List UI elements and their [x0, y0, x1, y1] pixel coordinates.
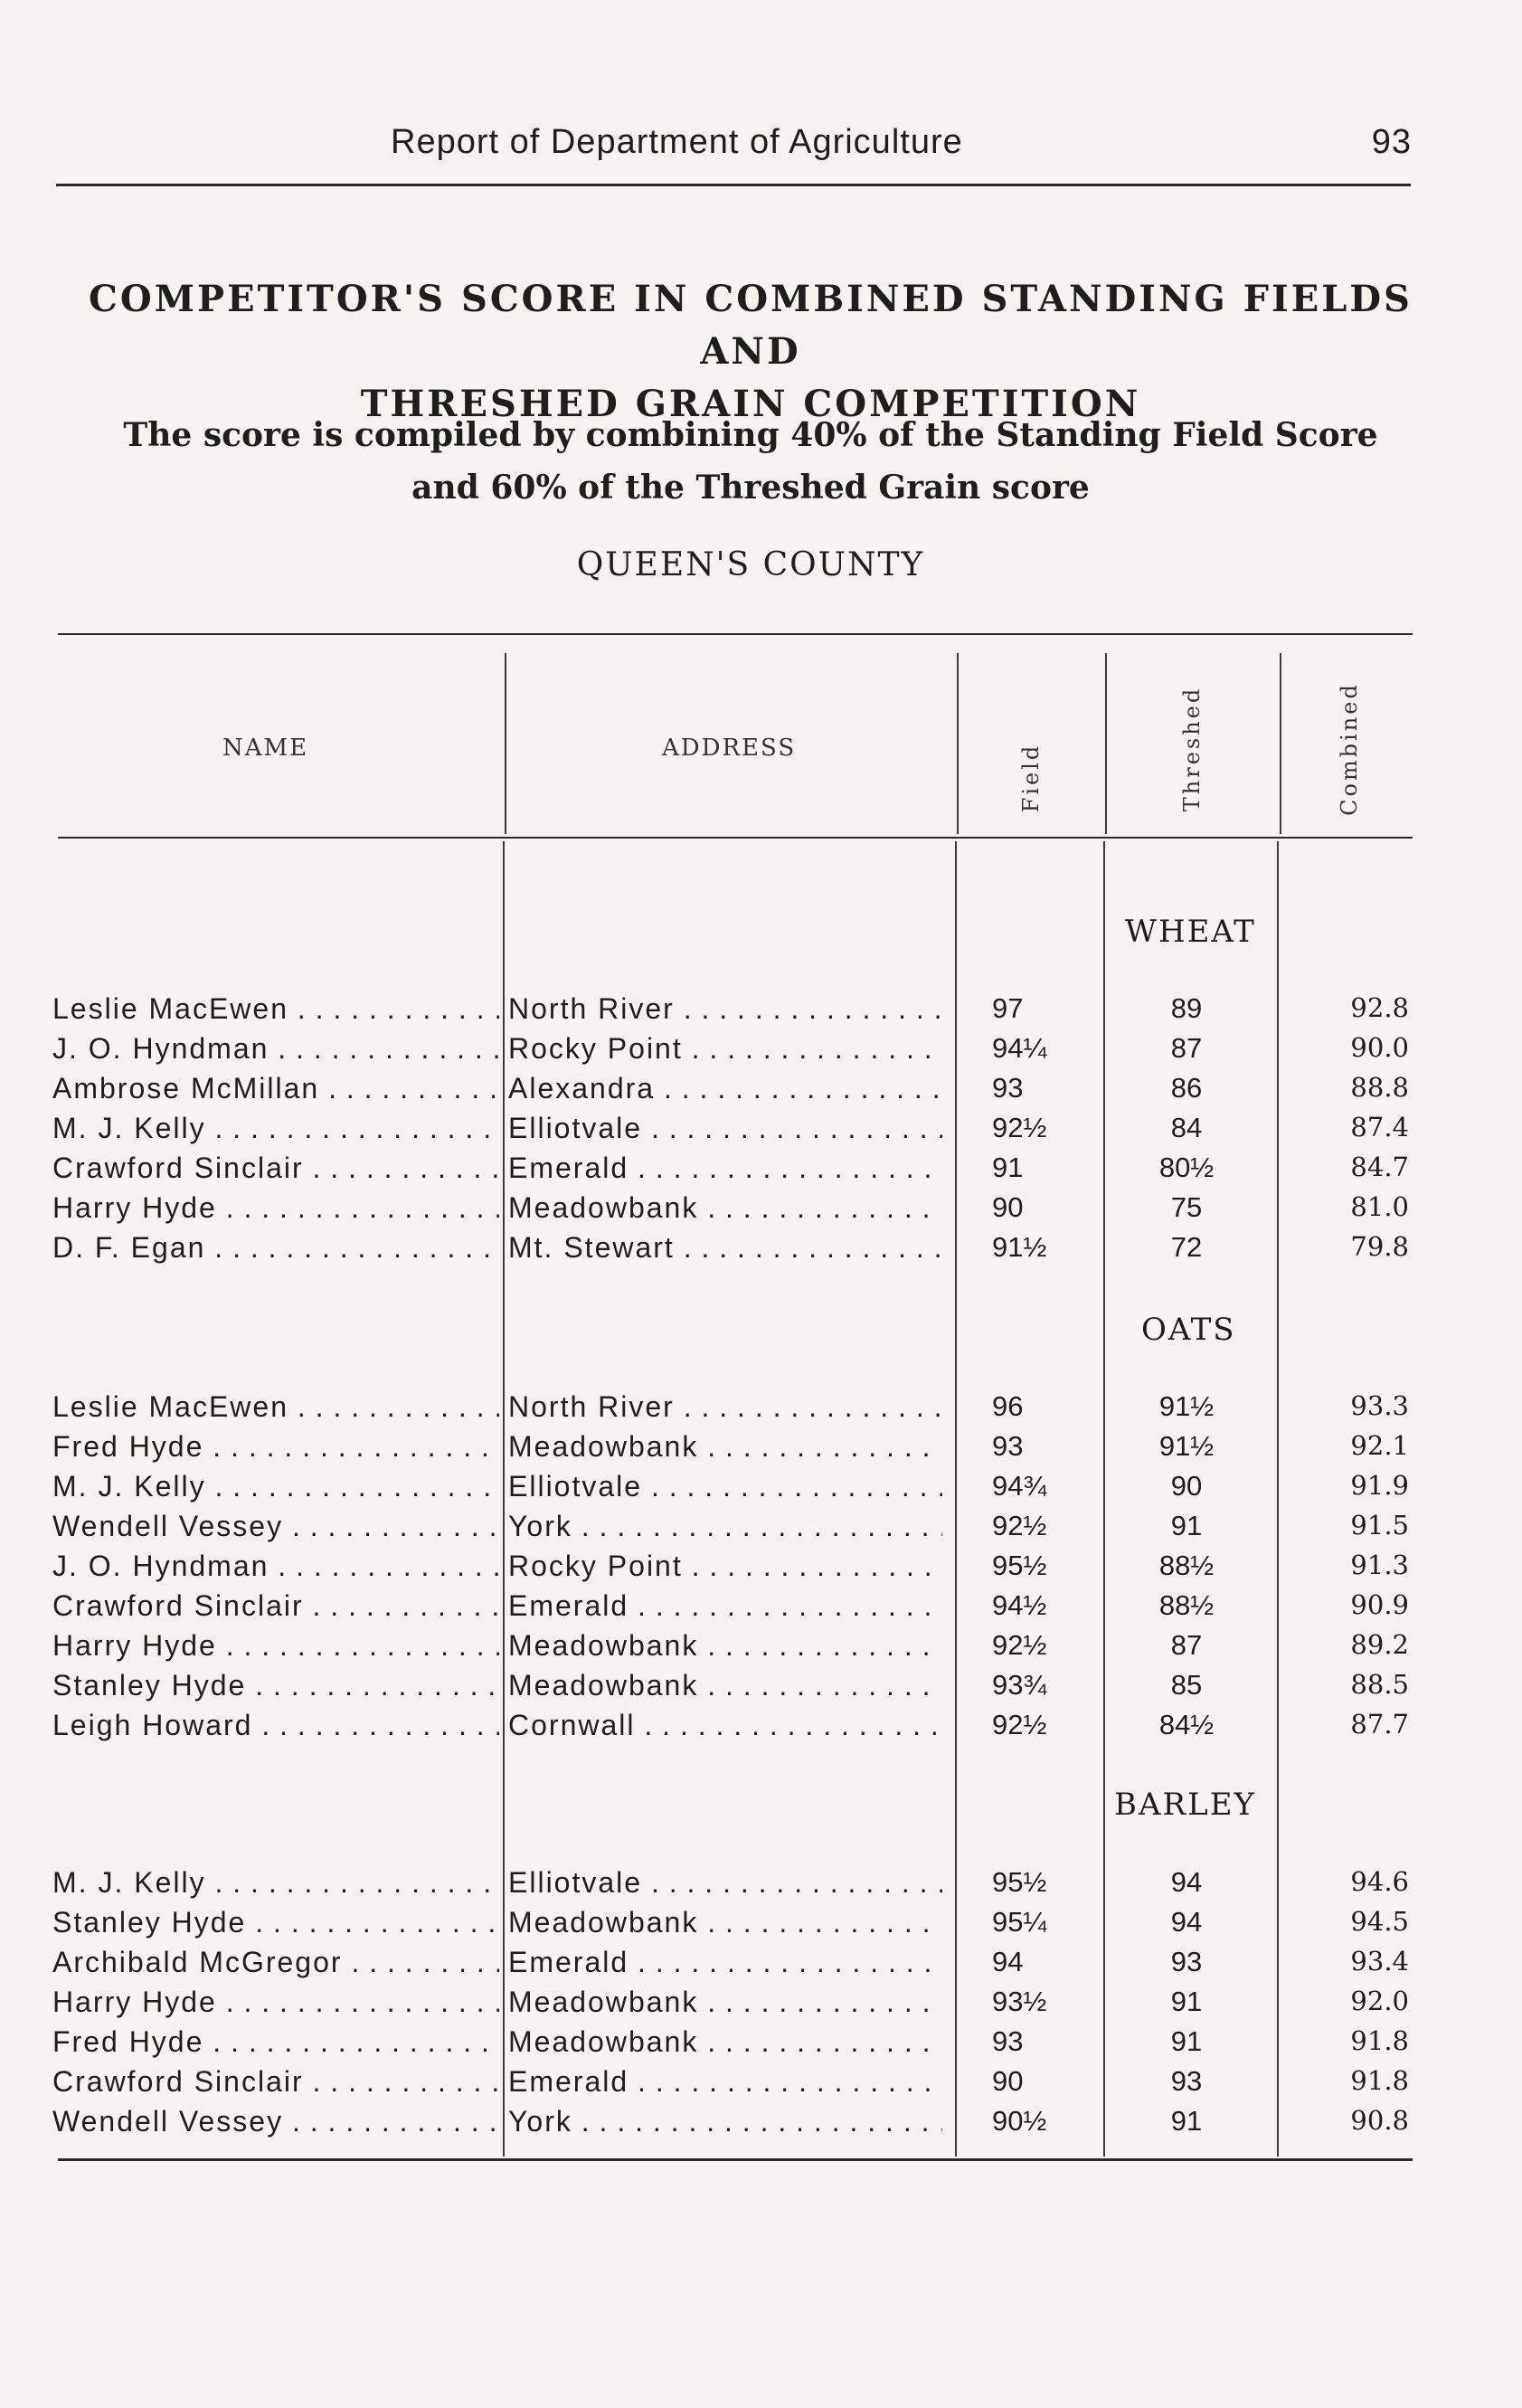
section-label-wheat: WHEAT — [1125, 914, 1256, 950]
competitor-address: Emerald . . . — [508, 2065, 942, 2099]
page-number: 93 — [1371, 123, 1412, 161]
combined-score: 94.6 — [1350, 1866, 1409, 1897]
column-header-combined: Combined — [1337, 682, 1362, 816]
column-divider — [505, 653, 506, 834]
combined-score: 79.8 — [1350, 1231, 1409, 1262]
field-score: 94½ — [992, 1589, 1047, 1621]
competitor-address: Meadowbank . . . — [508, 1629, 942, 1663]
competitor-name: Stanley Hyde . . . — [52, 1906, 499, 1939]
threshed-score: 91½ — [1158, 1390, 1215, 1422]
competitor-name: Fred Hyde . . . — [52, 1430, 499, 1464]
headline-line-1: COMPETITOR'S SCORE IN COMBINED STANDING FIELDS AND — [89, 278, 1413, 373]
competitor-address: Meadowbank . . . — [508, 1430, 942, 1464]
subheading — [72, 409, 1429, 514]
table-row — [0, 1550, 1522, 1589]
combined-score: 94.5 — [1350, 1906, 1409, 1937]
field-score: 94¾ — [992, 1470, 1047, 1502]
threshed-score: 91 — [1170, 2105, 1203, 2137]
competitor-address: Meadowbank . . . — [508, 1906, 942, 1939]
competitor-name: Leigh Howard . . . — [52, 1709, 499, 1742]
subheading-line-1: The score is compiled by combining 40% of the Standing Field Score — [123, 416, 1378, 454]
combined-score: 93.3 — [1350, 1390, 1409, 1421]
column-header-name: NAME — [222, 735, 309, 762]
column-divider — [1280, 653, 1281, 834]
competitor-address: Emerald . . . — [508, 1589, 942, 1623]
competitor-name: Ambrose McMillan . . . — [52, 1072, 499, 1105]
field-score: 95¼ — [992, 1906, 1047, 1938]
table-row — [0, 1669, 1522, 1709]
column-header-field: Field — [1018, 743, 1044, 813]
field-score: 96 — [992, 1390, 1024, 1422]
competitor-name: Crawford Sinclair . . . — [52, 1589, 499, 1623]
field-score: 93 — [992, 1430, 1024, 1462]
table-row — [0, 1709, 1522, 1749]
competitor-name: M. J. Kelly . . . — [52, 1112, 499, 1145]
competitor-address: Emerald . . . — [508, 1152, 942, 1185]
competitor-name: Fred Hyde . . . — [52, 2025, 499, 2059]
field-score: 93 — [992, 1072, 1024, 1104]
competitor-name: Leslie MacEwen . . . — [52, 992, 499, 1026]
table-row — [0, 1430, 1522, 1470]
threshed-score: 88½ — [1158, 1589, 1215, 1621]
table-row — [0, 1112, 1522, 1152]
table-row — [0, 992, 1522, 1032]
competitor-address: Meadowbank . . . — [508, 1986, 942, 2019]
field-score: 93½ — [992, 1986, 1047, 2017]
threshed-score: 87 — [1170, 1032, 1203, 1064]
competitor-address: Meadowbank . . . — [508, 2025, 942, 2059]
competitor-address: Mt. Stewart . . . — [508, 1231, 942, 1265]
threshed-score: 84½ — [1158, 1709, 1215, 1740]
combined-score: 88.5 — [1350, 1669, 1409, 1700]
competitor-name: J. O. Hyndman . . . — [52, 1032, 499, 1066]
field-score: 94 — [992, 1946, 1024, 1977]
combined-score: 81.0 — [1350, 1191, 1409, 1222]
table-row — [0, 1906, 1522, 1946]
competitor-address: Rocky Point . . . — [508, 1032, 942, 1066]
table-top-rule — [58, 633, 1413, 635]
threshed-score: 85 — [1170, 1669, 1203, 1701]
threshed-score: 91 — [1170, 1986, 1203, 2017]
competitor-address: Meadowbank . . . — [508, 1191, 942, 1225]
running-header — [54, 123, 1412, 168]
competitor-name: Stanley Hyde . . . — [52, 1669, 499, 1702]
competitor-name: Harry Hyde . . . — [52, 1986, 499, 2019]
combined-score: 84.7 — [1350, 1152, 1409, 1182]
combined-score: 90.0 — [1350, 1032, 1409, 1063]
table-row — [0, 1470, 1522, 1510]
threshed-score: 93 — [1170, 1946, 1203, 1977]
combined-score: 89.2 — [1350, 1629, 1409, 1660]
competitor-address: Elliotvale . . . — [508, 1112, 942, 1145]
competitor-name: Harry Hyde . . . — [52, 1629, 499, 1663]
threshed-score: 89 — [1170, 992, 1203, 1024]
competitor-address: York . . . — [508, 2105, 942, 2138]
table-row — [0, 1866, 1522, 1906]
competitor-name: Wendell Vessey . . . — [52, 2105, 499, 2138]
table-row — [0, 1510, 1522, 1550]
field-score: 90½ — [992, 2105, 1047, 2137]
subheading-line-2: and 60% of the Threshed Grain score — [411, 469, 1090, 507]
table-row — [0, 1390, 1522, 1430]
column-divider — [957, 653, 959, 834]
competitor-address: Rocky Point . . . — [508, 1550, 942, 1583]
field-score: 95½ — [992, 1550, 1047, 1581]
field-score: 92½ — [992, 1629, 1047, 1661]
competitor-address: York . . . — [508, 1510, 942, 1543]
headline — [72, 273, 1429, 431]
combined-score: 91.9 — [1350, 1470, 1409, 1501]
competitor-address: Elliotvale . . . — [508, 1866, 942, 1900]
threshed-score: 93 — [1170, 2065, 1203, 2097]
table-bottom-rule — [58, 2158, 1413, 2161]
field-score: 92½ — [992, 1510, 1047, 1541]
field-score: 95½ — [992, 1866, 1047, 1898]
threshed-score: 87 — [1170, 1629, 1203, 1661]
competitor-name: Crawford Sinclair . . . — [52, 2065, 499, 2099]
competitor-name: Harry Hyde . . . — [52, 1191, 499, 1225]
competitor-address: North River . . . — [508, 1390, 942, 1424]
field-score: 91½ — [992, 1231, 1047, 1263]
competitor-address: Elliotvale . . . — [508, 1470, 942, 1503]
competitor-name: J. O. Hyndman . . . — [52, 1550, 499, 1583]
competitor-name: M. J. Kelly . . . — [52, 1470, 499, 1503]
running-title: Report of Department of Agriculture — [391, 123, 963, 161]
threshed-score: 91½ — [1158, 1430, 1215, 1462]
column-divider — [1105, 653, 1107, 834]
table-row — [0, 1986, 1522, 2025]
combined-score: 92.1 — [1350, 1430, 1409, 1461]
competitor-address: Meadowbank . . . — [508, 1669, 942, 1702]
combined-score: 91.8 — [1350, 2025, 1409, 2056]
table-row — [0, 2105, 1522, 2145]
field-score: 90 — [992, 2065, 1024, 2097]
competitor-name: D. F. Egan . . . — [52, 1231, 499, 1265]
threshed-score: 84 — [1170, 1112, 1203, 1143]
combined-score: 92.0 — [1350, 1986, 1409, 2016]
threshed-score: 88½ — [1158, 1550, 1215, 1581]
competitor-name: Crawford Sinclair . . . — [52, 1152, 499, 1185]
combined-score: 93.4 — [1350, 1946, 1409, 1977]
threshed-score: 72 — [1170, 1231, 1203, 1263]
competitor-name: Wendell Vessey . . . — [52, 1510, 499, 1543]
combined-score: 90.8 — [1350, 2105, 1409, 2136]
combined-score: 90.9 — [1350, 1589, 1409, 1620]
table-row — [0, 1152, 1522, 1191]
column-header-threshed: Threshed — [1179, 686, 1205, 812]
field-score: 93¾ — [992, 1669, 1047, 1701]
header-rule — [56, 184, 1411, 186]
table-row — [0, 1231, 1522, 1271]
threshed-score: 75 — [1170, 1191, 1203, 1223]
threshed-score: 91 — [1170, 2025, 1203, 2057]
combined-score: 87.7 — [1350, 1709, 1409, 1740]
column-header-address: ADDRESS — [662, 735, 797, 762]
table-row — [0, 1032, 1522, 1072]
competitor-address: North River . . . — [508, 992, 942, 1026]
table-row — [0, 1589, 1522, 1629]
threshed-score: 86 — [1170, 1072, 1203, 1104]
combined-score: 88.8 — [1350, 1072, 1409, 1103]
field-score: 92½ — [992, 1112, 1047, 1143]
competitor-address: Alexandra . . . — [508, 1072, 942, 1105]
threshed-score: 94 — [1170, 1866, 1203, 1898]
combined-score: 91.3 — [1350, 1550, 1409, 1580]
threshed-score: 80½ — [1158, 1152, 1215, 1183]
table-row — [0, 1072, 1522, 1112]
field-score: 91 — [992, 1152, 1024, 1183]
competitor-address: Emerald . . . — [508, 1946, 942, 1979]
threshed-score: 94 — [1170, 1906, 1203, 1938]
combined-score: 91.8 — [1350, 2065, 1409, 2096]
table-row — [0, 1191, 1522, 1231]
competitor-address: Cornwall . . . — [508, 1709, 942, 1742]
section-label-oats: OATS — [1141, 1312, 1236, 1348]
table-row — [0, 2065, 1522, 2105]
threshed-score: 90 — [1170, 1470, 1203, 1502]
table-row — [0, 2025, 1522, 2065]
competitor-name: Archibald McGregor . . . — [52, 1946, 499, 1979]
combined-score: 91.5 — [1350, 1510, 1409, 1541]
field-score: 97 — [992, 992, 1024, 1024]
table-row — [0, 1629, 1522, 1669]
field-score: 90 — [992, 1191, 1024, 1223]
field-score: 94¼ — [992, 1032, 1047, 1064]
county-title: QUEEN'S COUNTY — [576, 546, 925, 583]
section-label-barley: BARLEY — [1114, 1787, 1256, 1823]
competitor-name: M. J. Kelly . . . — [52, 1866, 499, 1900]
threshed-score: 91 — [1170, 1510, 1203, 1541]
field-score: 92½ — [992, 1709, 1047, 1740]
headline-line-2: THRESHED GRAIN COMPETITION — [360, 383, 1141, 425]
combined-score: 92.8 — [1350, 992, 1409, 1023]
competitor-name: Leslie MacEwen . . . — [52, 1390, 499, 1424]
table-header-rule — [58, 837, 1413, 839]
table-row — [0, 1946, 1522, 1986]
field-score: 93 — [992, 2025, 1024, 2057]
combined-score: 87.4 — [1350, 1112, 1409, 1142]
